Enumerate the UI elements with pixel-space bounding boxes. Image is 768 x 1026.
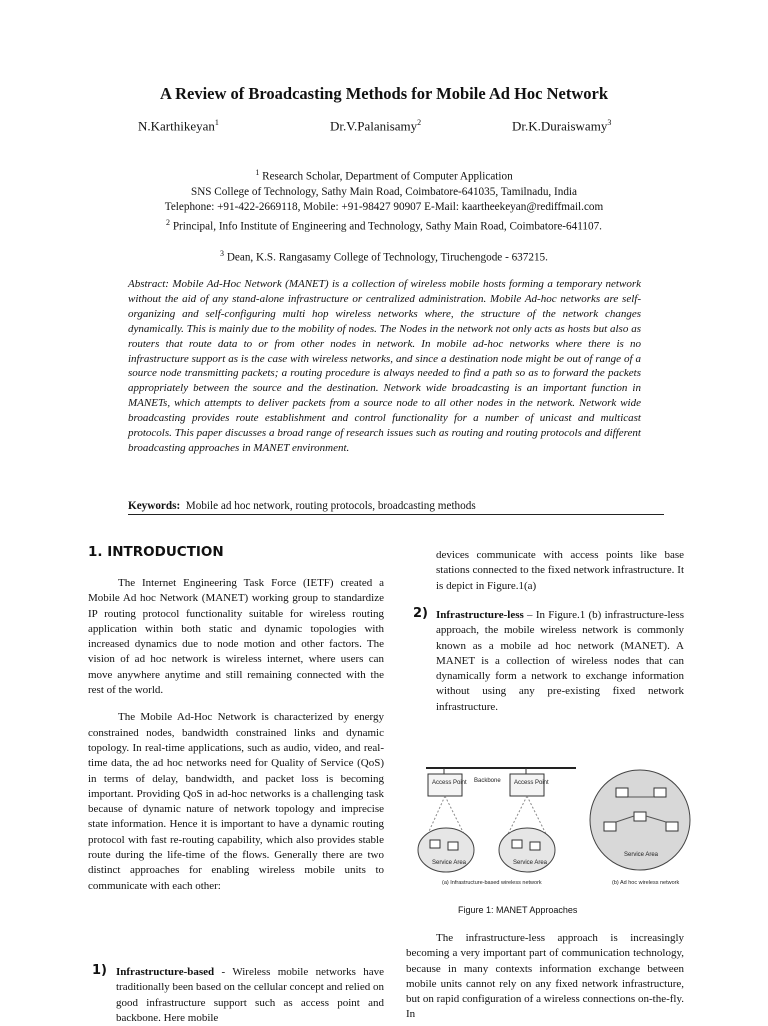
access-point-label: Access Point	[514, 780, 549, 786]
figure-caption: Figure 1: MANET Approaches	[458, 905, 578, 915]
author-2: Dr.V.Palanisamy$^2$	[330, 118, 422, 134]
figure-subcaption-b: (b) Ad hoc wireless network	[612, 880, 680, 886]
author-1: N.Karthikeyan$^1$	[138, 118, 219, 134]
backbone-label: Backbone	[474, 778, 501, 784]
right-column-top: devices communicate with access points like base stations connected to the fixed network infrastructure. It is depict in Figure.1(a)	[436, 549, 684, 592]
paper-page: A Review of Broadcasting Methods for Mobile Ad Hoc Network N.Karthikeyan$^1$ Dr.V.Palanisamy$^2$ Dr.K.Duraiswamy$^3$ $^1$ Research Scholar, Department of Computer Application SNS College of Technology, Sathy Main Road, Coimbatore-641035, Tamilnadu, India Telephone: +91-422-2669118, Mobile: +91-98427 90907 E-Mail: kaartheekeyan@rediffmail.com $^2$ Principal, Info Institute of Engineering and Technology, Sathy Main Road, Coimbatore-641107. $^3$ Dean, K.S. Rangasamy College of Technology, Tiruchengode - 637215. Abstract: Mobile Ad-Hoc Network (MANET) is a collection of wireless mobile hosts forming a temporary network without the aid of any stand-alone infrastructure or centralized administration. Mobile Ad-hoc networks are self-organizing and self-configuring multi hop wireless networks where, the structure of the network changes dynamically. This is mainly due to the mobility of nodes. The Nodes in the network not only acts as hosts but also as routers that route data to or from other nodes in network. In mobile ad-hoc networks where there is no infrastructure support as is the case with wireless networks, and since a destination node might be out of range of a source node transmitting packets; a routing procedure is always needed to find a path so as to forward the packets appropriately between the source and the destination. Network wide broadcasting is an important function in MANETs, which attempts to deliver packets from a source node to all other nodes in the network. Network wide broadcasting provides route establishment and control functionality for a number of unicast and multicast protocols. This paper discusses a broad range of research issues such as routing and routing protocols and different broadcasting approaches in MANET environment. Keywords: Mobile ad hoc network, routing protocols, broadcasting methods 1. INTRODUCTION The Internet Engineering Task Force (IETF) created a Mobile Ad hoc Network (MANET) working group to standardize IP routing protocol functionality suitable for wireless routing application within both static and dynamic topologies with increased dynamics due to node motion and other factors. The vision of ad hoc network is wireless internet, where users can move anywhere anytime and still remaining connected with the rest of the world. The Mobile Ad-Hoc Network is characterized by energy constrained nodes, bandwidth constrained links and dynamic topology. In real-time applications, such as audio, video, and real-time data, the ad hoc networks need for Quality of Service (QoS) in terms of delay, bandwidth, and packet loss is becoming important. Providing QoS in ad-hoc networks is a challenging task because of dynamic nature of network topology and imprecise state information. Hence it is important to have a dynamic routing protocol with fast re-routing capability, which also provides stable route during the life-time of the flows. Generally there are two distinct approaches for enabling wireless mobile units to communicate with each other: 1) Infrastructure-based - Wireless mobile networks have traditionally been based on the cellular concept and relied on good infrastructure support such as access point and backbone. Here mobile devices communicate with access points like base stations connected to the fixed network infrastructure. It is depict in Figure.1(a) 2) Infrastructure-less – In Figure.1 (b) infrastructure-less approach, the mobile wireless network is commonly known as a mobile ad hoc network (MANET). A MANET is a collection of wireless nodes that can dynamically form a network to exchange information without using any pre-existing fixed network infrastructure. Backbone Access Point Access Point Service Area Service Area Service Area (a) Infrastructure-based wireless network (b) Ad hoc wireless network Figure 1: MANET Approaches The infrastructure-less approach is increasingly becoming a very important part of communication technology, because in many contexts information exchange between mobile units cannot rely on any fixed network infrastructure, but on rapid configuration of a wireless connections on-the-fly. In	[0, 0, 768, 1024]
manet-figure	[416, 760, 696, 890]
paragraph: The Internet Engineering Task Force (IETF) created a Mobile Ad hoc Network (MANET) working group to standardize IP routing protocol functionality suitable for wireless routing application within both static and dynamic topologies with increased dynamics due to node motion and other factors. The vision of ad hoc network is wireless internet, where users can move anywhere anytime and still remaining connected with the rest of the world.	[88, 577, 384, 697]
affiliation-2: $^2$ Principal, Info Institute of Engineering and Technology, Sathy Main Road, Coimbatore-641107.	[166, 218, 602, 233]
figure-subcaption-a: (a) Infrastructure-based wireless network	[442, 880, 542, 886]
section-heading-introduction: 1. INTRODUCTION	[88, 544, 224, 560]
paragraph: The Mobile Ad-Hoc Network is characterized by energy constrained nodes, bandwidth constrained links and dynamic topology. In real-time applications, such as audio, video, and real-time data, the ad hoc networks need for Quality of Service (QoS) in terms of delay, bandwidth, and packet loss is becoming important. Providing QoS in ad-hoc networks is a challenging task because of dynamic nature of network topology and imprecise state information. Hence it is important to have a dynamic routing protocol with fast re-routing capability, which also provides stable route during the life-time of the flows. Generally there are two distinct approaches for enabling wireless mobile units to communicate with each other:	[88, 711, 384, 892]
affiliation-1: $^1$ Research Scholar, Department of Computer Application SNS College of Technology, Sathy Main Road, Coimbatore-641035, Tamilnadu, India Telephone: +91-422-2669118, Mobile: +91-98427 90907 E-Mail: kaartheekeyan@rediffmail.com	[164, 168, 604, 213]
paragraph: The infrastructure-less approach is increasingly becoming a very important part of communication technology, because in many contexts information exchange between mobile units cannot rely on any fixed network infrastructure, but on rapid configuration of a wireless connections on-the-fly. In	[406, 932, 684, 1021]
affiliation-3: $^3$ Dean, K.S. Rangasamy College of Technology, Tiruchengode - 637215.	[220, 249, 548, 264]
author-list	[138, 118, 678, 138]
abstract: Abstract: Mobile Ad-Hoc Network (MANET) is a collection of wireless mobile hosts forming a temporary network without the aid of any stand-alone infrastructure or centralized administration. Mobile Ad-hoc networks are self-organizing and self-configuring multi hop wireless networks where, the structure of the network changes dynamically. This is mainly due to the mobility of nodes. The Nodes in the network not only acts as hosts but also as routers that route data to or from other nodes in network. In mobile ad-hoc networks where there is no infrastructure support as is the case with wireless networks, and since a destination node might be out of range of a source node transmitting packets; a routing procedure is always needed to find a path so as to forward the packets appropriately between the source and the destination. Network wide broadcasting is an important function in MANETs, which attempts to deliver packets from a source node to all other nodes in the network. Network wide broadcasting provides route establishment and control functionality for a number of unicast and multicast protocols. This paper discusses a broad range of research issues such as routing and routing protocols and different broadcasting approaches in MANET environment.	[128, 278, 641, 454]
paper-title: A Review of Broadcasting Methods for Mobile Ad Hoc Network	[159, 84, 609, 103]
keywords: Keywords: Mobile ad hoc network, routing protocols, broadcasting methods	[128, 500, 664, 515]
service-area-label: Service Area	[513, 860, 548, 866]
service-area-label: Service Area	[432, 860, 467, 866]
access-point-label: Access Point	[432, 780, 467, 786]
left-column	[88, 576, 384, 906]
service-area-label: Service Area	[624, 852, 659, 858]
right-column-bottom	[406, 931, 684, 1023]
author-3: Dr.K.Duraiswamy$^3$	[512, 118, 612, 134]
